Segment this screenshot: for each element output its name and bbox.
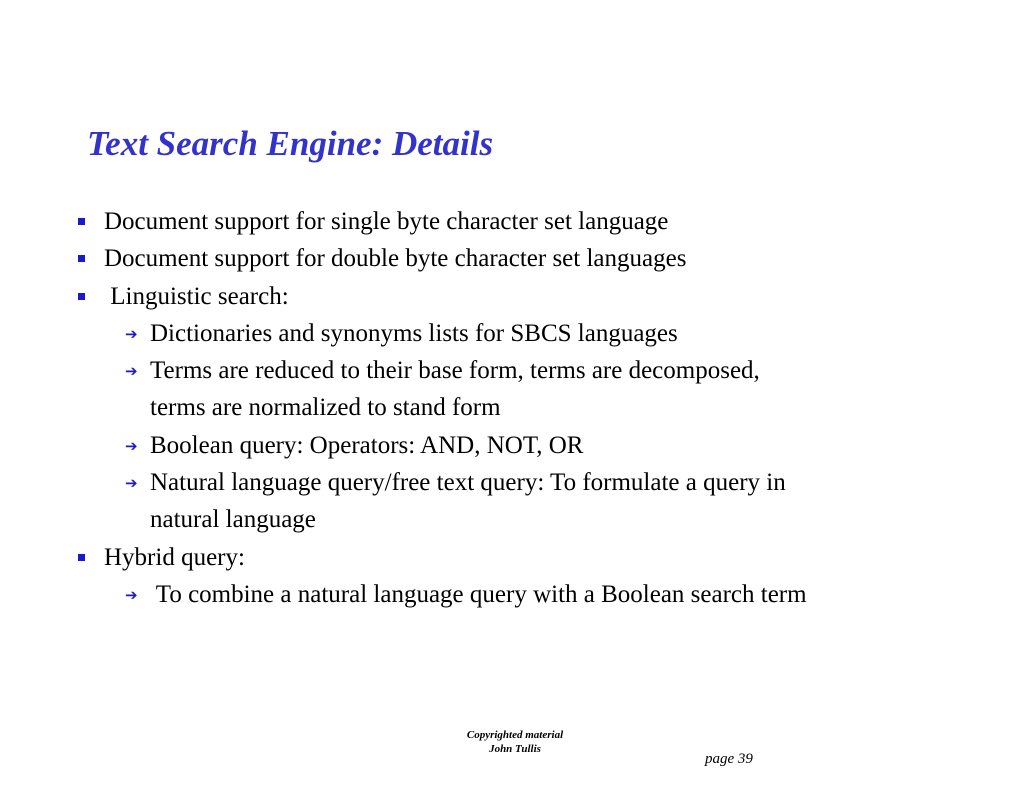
square-bullet-icon: [78, 255, 85, 262]
list-item-text: Linguistic search:: [104, 283, 289, 310]
arrow-bullet-icon: ➔: [125, 362, 138, 380]
sub-list-item-continuation: [0, 501, 1024, 538]
square-bullet-icon: [78, 554, 85, 561]
arrow-bullet-icon: ➔: [125, 437, 138, 455]
sub-list-item-continuation: [0, 389, 1024, 426]
list-item: [0, 240, 1024, 277]
sub-list-item: [0, 464, 1024, 501]
arrow-bullet-icon: ➔: [125, 474, 138, 492]
list-item-text: Document support for single byte character set language: [104, 208, 669, 235]
list-item: [0, 203, 1024, 240]
sub-list-item: [0, 352, 1024, 389]
list-item: [0, 278, 1024, 315]
sub-list-item-text: natural language: [150, 506, 316, 533]
author-text: John Tullis: [489, 743, 541, 755]
square-bullet-icon: [78, 293, 85, 300]
arrow-bullet-icon: ➔: [125, 586, 138, 604]
sub-list-item-text: terms are normalized to stand form: [150, 394, 501, 421]
slide-title: Text Search Engine: Details: [87, 124, 494, 163]
sub-list-item-text: Boolean query: Operators: AND, NOT, OR: [150, 432, 584, 459]
footer-credit: [445, 728, 585, 756]
list-item-text: Document support for double byte character set languages: [104, 245, 687, 272]
sub-list-item: [0, 427, 1024, 464]
square-bullet-icon: [78, 218, 85, 225]
sub-list-item: [0, 315, 1024, 352]
page-number: page 39: [705, 751, 753, 767]
sub-list-item-text: Terms are reduced to their base form, terms are decomposed,: [150, 357, 760, 384]
sub-list-item-text: To combine a natural language query with a Boolean search term: [150, 581, 807, 608]
list-item-text: Hybrid query:: [104, 544, 245, 571]
copyright-text: Copyrighted material: [466, 729, 564, 741]
sub-list-item: [0, 576, 1024, 613]
sub-list-item-text: Natural language query/free text query: To formulate a query in: [150, 469, 786, 496]
sub-list-item-text: Dictionaries and synonyms lists for SBCS languages: [150, 320, 678, 347]
arrow-bullet-icon: ➔: [125, 325, 138, 343]
list-item: [0, 539, 1024, 576]
